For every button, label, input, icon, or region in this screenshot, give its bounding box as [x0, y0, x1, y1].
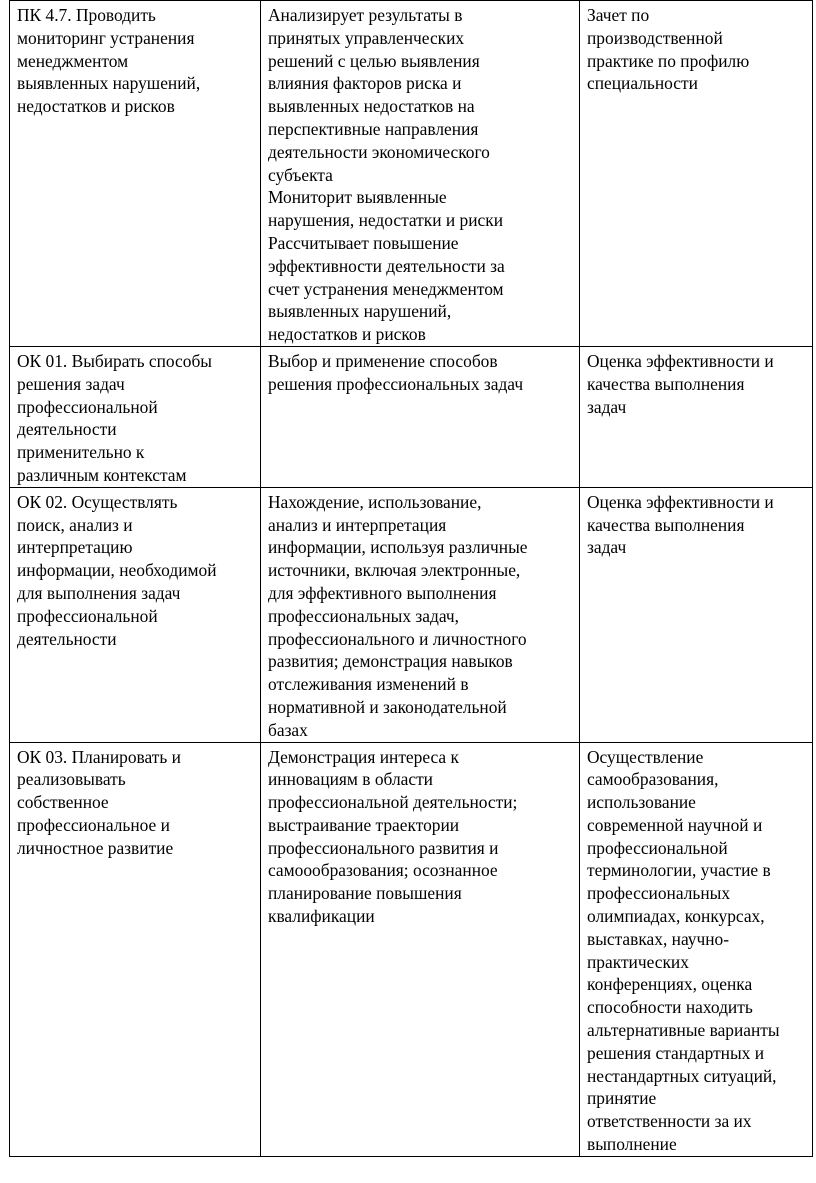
- assessment-text: Оценка эффективности и качества выполнения задач: [587, 350, 774, 417]
- competence-cell: [10, 742, 261, 1156]
- assessment-cell: [580, 346, 813, 487]
- table-row: [10, 346, 813, 487]
- table-row: [10, 1, 813, 347]
- competence-text: ОК 03. Планировать и реализовывать собственное профессиональное и личностное развитие: [17, 746, 181, 858]
- assessment-text: Оценка эффективности и качества выполнения задач: [587, 491, 774, 558]
- assessment-text: Зачет по производственной практике по профилю специальности: [587, 5, 750, 94]
- assessment-cell: [580, 1, 813, 347]
- competence-text: ОК 01. Выбирать способы решения задач профессиональной деятельности применительно к различным контекстам: [17, 350, 212, 485]
- competence-table: [9, 0, 813, 1157]
- competence-cell: [10, 346, 261, 487]
- result-cell: [261, 487, 580, 742]
- assessment-text: Осуществление самообразования, использование современной научной и профессиональной терминологии, участие в профессиональных олимпиадах, конкурсах, выставках, научно- практических конференциях, оценка способности находить альтернативные варианты решения стандартных и нестандартных ситуаций, принятие ответственности за их выполнение: [587, 746, 780, 1155]
- result-cell: [261, 742, 580, 1156]
- competence-text: ОК 02. Осуществлять поиск, анализ и интерпретацию информации, необходимой для выполнения задач профессиональной деятельности: [17, 491, 217, 649]
- competence-cell: [10, 487, 261, 742]
- result-text: Выбор и применение способов решения профессиональных задач: [268, 350, 524, 394]
- assessment-cell: [580, 487, 813, 742]
- competence-text: ПК 4.7. Проводить мониторинг устранения менеджментом выявленных нарушений, недостатков и рисков: [17, 5, 201, 117]
- assessment-cell: [580, 742, 813, 1156]
- result-cell: [261, 1, 580, 347]
- table-row: [10, 487, 813, 742]
- result-text: Нахождение, использование, анализ и интерпретация информации, используя различные источники, включая электронные, для эффективного выполнения профессиональных задач, профессионального и личностного развития; демонстрация навыков отслеживания изменений в нормативной и законодательной базах: [268, 491, 528, 740]
- table-row: [10, 742, 813, 1156]
- competence-cell: [10, 1, 261, 347]
- result-text: Анализирует результаты в принятых управленческих решений с целью выявления влияния факторов риска и выявленных недостатков на перспективные направления деятельности экономического субъекта Мониторит выявленные нарушения, недостатки и риски Рассчитывает повышение эффективности деятельности за счет устранения менеджментом выявленных нарушений, недостатков и рисков: [268, 5, 505, 345]
- result-cell: [261, 346, 580, 487]
- result-text: Демонстрация интереса к инновациям в области профессиональной деятельности; выстраивание траектории профессионального развития и самоообразования; осознанное планирование повышения квалификации: [268, 746, 518, 927]
